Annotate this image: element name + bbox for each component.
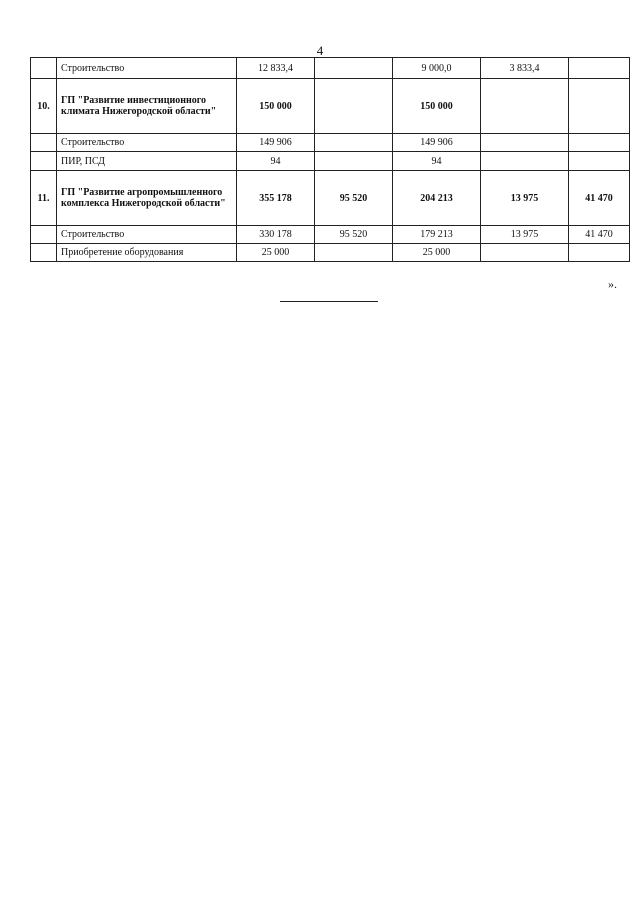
cell-value-5: [569, 152, 630, 171]
row-name: ГП "Развитие инвестиционного климата Нижегородской области": [57, 79, 237, 134]
budget-table: [30, 57, 630, 262]
row-name: ГП "Развитие агропромышленного комплекса Нижегородской области": [57, 171, 237, 226]
table-row: [31, 171, 630, 226]
cell-value-1: 149 906: [237, 134, 315, 152]
cell-value-1: 355 178: [237, 171, 315, 226]
cell-value-1: 94: [237, 152, 315, 171]
row-name: ПИР, ПСД: [57, 152, 237, 171]
cell-value-3: 204 213: [393, 171, 481, 226]
cell-value-3: 150 000: [393, 79, 481, 134]
row-number: [31, 244, 57, 262]
row-name: Приобретение оборудования: [57, 244, 237, 262]
cell-value-3: 179 213: [393, 226, 481, 244]
row-number: [31, 152, 57, 171]
table-row: [31, 244, 630, 262]
row-number: [31, 134, 57, 152]
cell-value-2: 95 520: [315, 171, 393, 226]
cell-value-1: 25 000: [237, 244, 315, 262]
row-number: [31, 58, 57, 79]
table-row: [31, 226, 630, 244]
cell-value-5: [569, 58, 630, 79]
page-number: 4: [316, 43, 324, 58]
table-row: [31, 58, 630, 79]
row-number: [31, 226, 57, 244]
cell-value-4: [481, 79, 569, 134]
row-number: 11.: [31, 171, 57, 226]
cell-value-3: 25 000: [393, 244, 481, 262]
row-name: Строительство: [57, 58, 237, 79]
cell-value-4: [481, 152, 569, 171]
cell-value-1: 330 178: [237, 226, 315, 244]
table-row: [31, 152, 630, 171]
cell-value-4: [481, 134, 569, 152]
cell-value-1: 12 833,4: [237, 58, 315, 79]
cell-value-5: [569, 79, 630, 134]
cell-value-4: 13 975: [481, 171, 569, 226]
table-row: [31, 79, 630, 134]
cell-value-5: [569, 244, 630, 262]
cell-value-5: 41 470: [569, 171, 630, 226]
cell-value-4: 13 975: [481, 226, 569, 244]
cell-value-4: [481, 244, 569, 262]
cell-value-2: [315, 58, 393, 79]
cell-value-5: [569, 134, 630, 152]
cell-value-2: [315, 244, 393, 262]
cell-value-1: 150 000: [237, 79, 315, 134]
separator-line: [280, 301, 378, 302]
closing-quote-mark: ».: [608, 277, 617, 291]
cell-value-3: 94: [393, 152, 481, 171]
cell-value-3: 9 000,0: [393, 58, 481, 79]
row-name: Строительство: [57, 134, 237, 152]
table-row: [31, 134, 630, 152]
cell-value-3: 149 906: [393, 134, 481, 152]
cell-value-2: [315, 79, 393, 134]
cell-value-4: 3 833,4: [481, 58, 569, 79]
cell-value-5: 41 470: [569, 226, 630, 244]
cell-value-2: [315, 152, 393, 171]
cell-value-2: 95 520: [315, 226, 393, 244]
cell-value-2: [315, 134, 393, 152]
row-number: 10.: [31, 79, 57, 134]
row-name: Строительство: [57, 226, 237, 244]
